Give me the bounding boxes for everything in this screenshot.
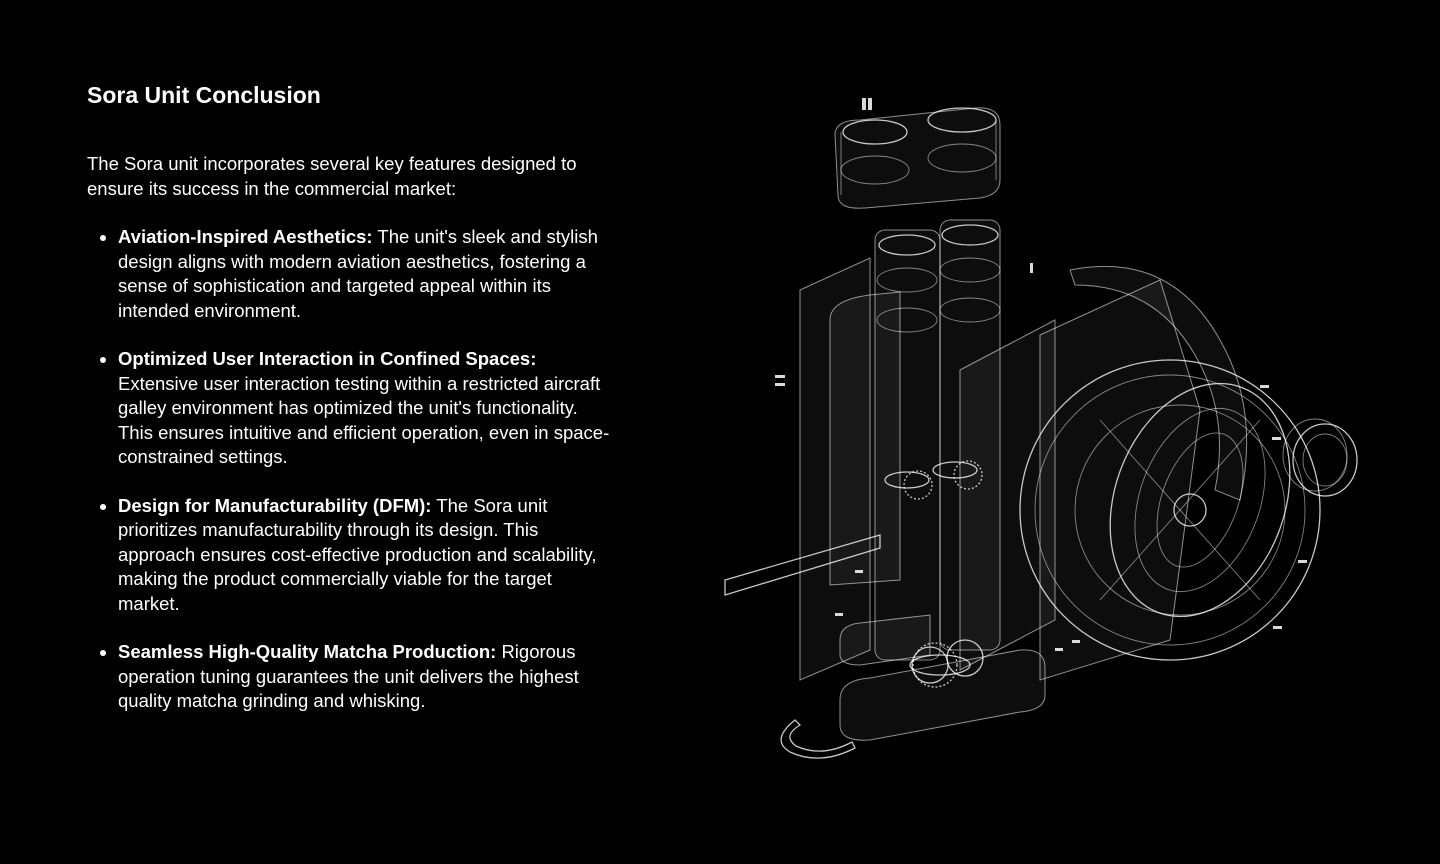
intro-paragraph: The Sora unit incorporates several key features designed to ensure its success in the commercial market: xyxy=(87,153,577,199)
feature-body: Rigorous operation tuning guarantees the unit delivers the highest quality matcha grinding and whisking. xyxy=(118,641,579,711)
top-housing xyxy=(835,98,1000,208)
feature-heading: Design for Manufacturability (DFM): xyxy=(118,494,432,516)
list-item xyxy=(118,347,612,470)
exploded-view-illustration xyxy=(700,80,1400,780)
feature-heading: Optimized User Interaction in Confined Spaces: xyxy=(118,348,537,369)
list-item xyxy=(118,494,612,617)
exploded-view-drawing xyxy=(700,80,1400,780)
list-item xyxy=(118,640,612,714)
list-item xyxy=(118,225,612,323)
feature-body: Extensive user interaction testing within a restricted aircraft galley environment has optimized the unit's functionality. This ensures intuitive and efficient operation, even in space-constrained settings. xyxy=(118,372,610,467)
feature-list xyxy=(87,225,612,714)
text-column xyxy=(87,78,612,738)
wheel-assembly xyxy=(1020,280,1321,680)
feature-body: The unit's sleek and stylish design aligns with modern aviation aesthetics, fostering a sense of sophistication and targeted appeal within its intended environment. xyxy=(118,226,598,321)
page-title: Sora Unit Conclusion xyxy=(87,82,321,108)
feature-heading: Seamless High-Quality Matcha Production: xyxy=(118,641,497,662)
feature-body: The Sora unit prioritizes manufacturability through its design. This approach ensures cost-effective production and scalability, making the product commercially viable for the target market. xyxy=(118,494,597,614)
feature-heading: Aviation-Inspired Aesthetics: xyxy=(118,226,373,247)
